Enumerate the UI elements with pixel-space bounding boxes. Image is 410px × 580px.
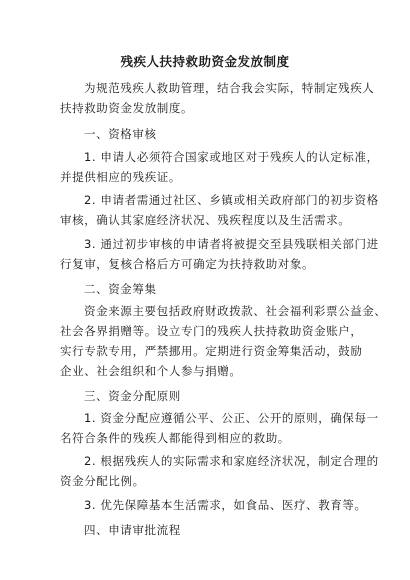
qualification-item-2-line-1: 2. 申请者需通过社区、乡镇或相关政府部门的初步资格 — [84, 193, 379, 207]
funding-line-1: 资金来源主要包括政府财政拨款、社会福利彩票公益金、 — [84, 304, 387, 318]
document-title: 残疾人扶持救助资金发放制度 — [120, 54, 290, 69]
qualification-item-2-line-2: 审核，确认其家庭经济状况、残疾程度以及生活需求。 — [60, 213, 351, 227]
allocation-item-2-line-1: 2. 根据残疾人的实际需求和家庭经济状况，制定合理的 — [84, 454, 379, 468]
allocation-item-1-line-1: 1. 资金分配应遵循公平、公正、公开的原则，确保每一 — [84, 411, 379, 425]
qualification-item-3-line-2: 行复审，复核合格后方可确定为扶持救助对象。 — [60, 257, 315, 271]
qualification-item-1-line-2: 并提供相应的残疾证。 — [60, 170, 181, 184]
funding-line-4: 企业、社会组织和个人参与捐赠。 — [60, 364, 242, 378]
allocation-item-1-line-2: 名符合条件的残疾人都能得到相应的救助。 — [60, 431, 290, 445]
qualification-item-1-line-1: 1. 申请人必须符合国家或地区对于残疾人的认定标准， — [84, 150, 379, 164]
allocation-item-3: 3. 优先保障基本生活需求，如食品、医疗、教育等。 — [84, 498, 367, 512]
section-heading-qualification: 一、资格审核 — [84, 127, 157, 141]
intro-line-1: 为规范残疾人救助管理，结合我会实际，特制定残疾人 — [84, 81, 375, 95]
funding-line-2: 社会各界捐赠等。设立专门的残疾人扶持救助资金账户， — [60, 324, 363, 338]
intro-line-2: 扶持救助资金发放制度。 — [60, 101, 194, 115]
allocation-item-2-line-2: 资金分配比例。 — [60, 474, 145, 488]
section-heading-funding: 二、资金筹集 — [84, 282, 157, 296]
section-heading-approval: 四、申请审批流程 — [84, 523, 181, 537]
funding-line-3: 实行专款专用，严禁挪用。定期进行资金筹集活动，鼓励 — [60, 344, 363, 358]
qualification-item-3-line-1: 3. 通过初步审核的申请者将被提交至县残联相关部门进 — [84, 237, 379, 251]
section-heading-allocation: 三、资金分配原则 — [84, 389, 181, 403]
